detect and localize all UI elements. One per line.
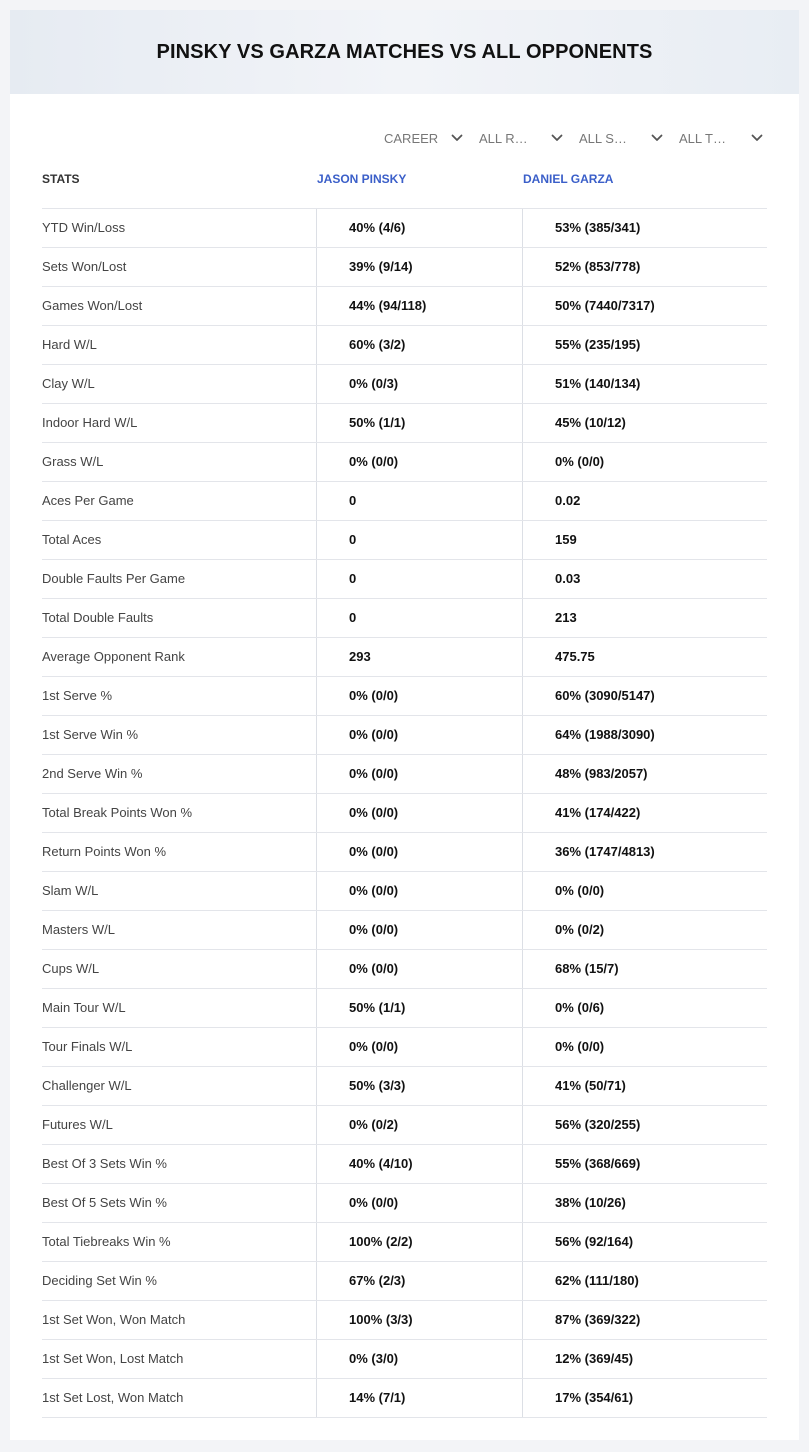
player1-stat-value: 293 — [316, 638, 522, 676]
table-row — [42, 794, 767, 833]
player1-stat-value: 0% (0/0) — [316, 1184, 522, 1222]
filter-label: ALL S… — [579, 130, 627, 146]
table-row — [42, 1184, 767, 1223]
table-row — [42, 872, 767, 911]
player2-stat-value: 0.02 — [522, 482, 767, 520]
player2-stat-value: 62% (111/180) — [522, 1262, 767, 1300]
table-row — [42, 248, 767, 287]
table-row — [42, 1106, 767, 1145]
chevron-down-icon — [750, 131, 764, 145]
table-row — [42, 482, 767, 521]
player1-stat-value: 0% (0/0) — [316, 443, 522, 481]
player2-stat-value: 64% (1988/3090) — [522, 716, 767, 754]
table-row — [42, 443, 767, 482]
player1-stat-value: 0% (0/3) — [316, 365, 522, 403]
table-row — [42, 716, 767, 755]
player1-stat-value: 40% (4/10) — [316, 1145, 522, 1183]
stat-label: Return Points Won % — [42, 844, 167, 859]
table-row — [42, 950, 767, 989]
stat-label: Grass W/L — [42, 454, 104, 469]
player2-stat-value: 55% (235/195) — [522, 326, 767, 364]
player1-stat-value: 0% (0/0) — [316, 1028, 522, 1066]
column-header-stats: STATS — [42, 172, 80, 186]
player1-stat-value: 0 — [316, 599, 522, 637]
stat-label: 1st Set Won, Lost Match — [42, 1351, 184, 1366]
player2-stat-value: 56% (320/255) — [522, 1106, 767, 1144]
player2-stat-value: 60% (3090/5147) — [522, 677, 767, 715]
table-row — [42, 599, 767, 638]
player2-stat-value: 55% (368/669) — [522, 1145, 767, 1183]
table-row — [42, 833, 767, 872]
table-row — [42, 287, 767, 326]
stat-label: Futures W/L — [42, 1117, 113, 1132]
player2-stat-value: 0% (0/0) — [522, 872, 767, 910]
player2-stat-value: 48% (983/2057) — [522, 755, 767, 793]
table-row — [42, 1223, 767, 1262]
table-row — [42, 677, 767, 716]
stats-table-body — [42, 209, 767, 1418]
player1-stat-value: 0% (0/0) — [316, 716, 522, 754]
table-row — [42, 209, 767, 248]
stat-label: Slam W/L — [42, 883, 99, 898]
table-row — [42, 989, 767, 1028]
stat-label: Best Of 3 Sets Win % — [42, 1156, 167, 1171]
table-row — [42, 1145, 767, 1184]
table-row — [42, 326, 767, 365]
stat-label: 1st Serve Win % — [42, 727, 139, 742]
table-row — [42, 1262, 767, 1301]
player1-stat-value: 14% (7/1) — [316, 1379, 522, 1417]
stat-label: Main Tour W/L — [42, 1000, 126, 1015]
player2-stat-value: 52% (853/778) — [522, 248, 767, 286]
player2-name-link[interactable]: DANIEL GARZA — [523, 172, 614, 186]
player1-stat-value: 50% (1/1) — [316, 989, 522, 1027]
filter-tournament-select[interactable] — [679, 128, 764, 148]
stat-label: Aces Per Game — [42, 493, 134, 508]
stat-label: Double Faults Per Game — [42, 571, 186, 586]
filter-bar — [10, 128, 799, 148]
player2-stat-value: 213 — [522, 599, 767, 637]
table-row — [42, 638, 767, 677]
stat-label: 1st Set Won, Won Match — [42, 1312, 186, 1327]
player2-stat-value: 12% (369/45) — [522, 1340, 767, 1378]
player1-stat-value: 0% (0/2) — [316, 1106, 522, 1144]
stat-label: Sets Won/Lost — [42, 259, 127, 274]
table-row — [42, 1340, 767, 1379]
stat-label: Total Break Points Won % — [42, 805, 193, 820]
player1-stat-value: 0% (0/0) — [316, 833, 522, 871]
table-row — [42, 365, 767, 404]
stat-label: Best Of 5 Sets Win % — [42, 1195, 167, 1210]
table-row — [42, 1067, 767, 1106]
stat-label: Total Aces — [42, 532, 102, 547]
player1-stat-value: 67% (2/3) — [316, 1262, 522, 1300]
page-title: PINSKY VS GARZA MATCHES VS ALL OPPONENTS — [156, 40, 653, 63]
stat-label: Cups W/L — [42, 961, 100, 976]
player2-stat-value: 159 — [522, 521, 767, 559]
player1-stat-value: 0% (0/0) — [316, 950, 522, 988]
stat-label: Games Won/Lost — [42, 298, 143, 313]
table-row — [42, 755, 767, 794]
player2-stat-value: 475.75 — [522, 638, 767, 676]
filter-round-select[interactable] — [479, 128, 564, 148]
player1-stat-value: 0% (0/0) — [316, 794, 522, 832]
player2-stat-value: 56% (92/164) — [522, 1223, 767, 1261]
player1-stat-value: 0 — [316, 560, 522, 598]
filter-label: ALL R… — [479, 130, 528, 146]
player2-stat-value: 51% (140/134) — [522, 365, 767, 403]
player1-stat-value: 0% (0/0) — [316, 872, 522, 910]
stat-label: 1st Set Lost, Won Match — [42, 1390, 184, 1405]
filter-label: ALL T… — [679, 130, 726, 146]
player2-stat-value: 68% (15/7) — [522, 950, 767, 988]
player2-stat-value: 0% (0/0) — [522, 443, 767, 481]
player1-stat-value: 0% (0/0) — [316, 677, 522, 715]
player1-stat-value: 0% (0/0) — [316, 755, 522, 793]
player2-stat-value: 0% (0/6) — [522, 989, 767, 1027]
chevron-down-icon — [650, 131, 664, 145]
table-header — [42, 172, 767, 209]
player2-stat-value: 17% (354/61) — [522, 1379, 767, 1417]
player2-stat-value: 45% (10/12) — [522, 404, 767, 442]
table-row — [42, 1379, 767, 1418]
player1-stat-value: 100% (2/2) — [316, 1223, 522, 1261]
stat-label: Indoor Hard W/L — [42, 415, 138, 430]
player2-stat-value: 36% (1747/4813) — [522, 833, 767, 871]
player2-stat-value: 41% (50/71) — [522, 1067, 767, 1105]
stat-label: Deciding Set Win % — [42, 1273, 157, 1288]
table-row — [42, 521, 767, 560]
stat-label: 2nd Serve Win % — [42, 766, 143, 781]
player2-stat-value: 0.03 — [522, 560, 767, 598]
player1-stat-value: 50% (1/1) — [316, 404, 522, 442]
player2-stat-value: 87% (369/322) — [522, 1301, 767, 1339]
player2-stat-value: 50% (7440/7317) — [522, 287, 767, 325]
player1-stat-value: 0% (0/0) — [316, 911, 522, 949]
stats-card — [10, 10, 799, 1440]
player1-stat-value: 44% (94/118) — [316, 287, 522, 325]
table-row — [42, 1028, 767, 1067]
stat-label: Masters W/L — [42, 922, 115, 937]
player2-stat-value: 41% (174/422) — [522, 794, 767, 832]
player2-stat-value: 38% (10/26) — [522, 1184, 767, 1222]
table-row — [42, 911, 767, 950]
stat-label: 1st Serve % — [42, 688, 113, 703]
player1-stat-value: 39% (9/14) — [316, 248, 522, 286]
filter-surface-select[interactable] — [579, 128, 664, 148]
player2-stat-value: 53% (385/341) — [522, 209, 767, 247]
chevron-down-icon — [550, 131, 564, 145]
player1-name-link[interactable]: JASON PINSKY — [317, 172, 407, 186]
player1-stat-value: 0 — [316, 482, 522, 520]
chevron-down-icon — [450, 131, 464, 145]
player1-stat-value: 50% (3/3) — [316, 1067, 522, 1105]
player1-stat-value: 40% (4/6) — [316, 209, 522, 247]
stat-label: Clay W/L — [42, 376, 95, 391]
stat-label: Total Double Faults — [42, 610, 154, 625]
stat-label: Total Tiebreaks Win % — [42, 1234, 171, 1249]
stat-label: Hard W/L — [42, 337, 97, 352]
table-row — [42, 1301, 767, 1340]
card-header — [10, 10, 799, 94]
table-row — [42, 404, 767, 443]
player1-stat-value: 60% (3/2) — [316, 326, 522, 364]
filter-label: CAREER — [384, 130, 439, 146]
player1-stat-value: 100% (3/3) — [316, 1301, 522, 1339]
stat-label: YTD Win/Loss — [42, 220, 126, 235]
filter-period-select[interactable] — [384, 128, 464, 148]
table-row — [42, 560, 767, 599]
player2-stat-value: 0% (0/0) — [522, 1028, 767, 1066]
stat-label: Average Opponent Rank — [42, 649, 185, 664]
player1-stat-value: 0 — [316, 521, 522, 559]
stat-label: Tour Finals W/L — [42, 1039, 133, 1054]
player1-stat-value: 0% (3/0) — [316, 1340, 522, 1378]
stat-label: Challenger W/L — [42, 1078, 132, 1093]
player2-stat-value: 0% (0/2) — [522, 911, 767, 949]
